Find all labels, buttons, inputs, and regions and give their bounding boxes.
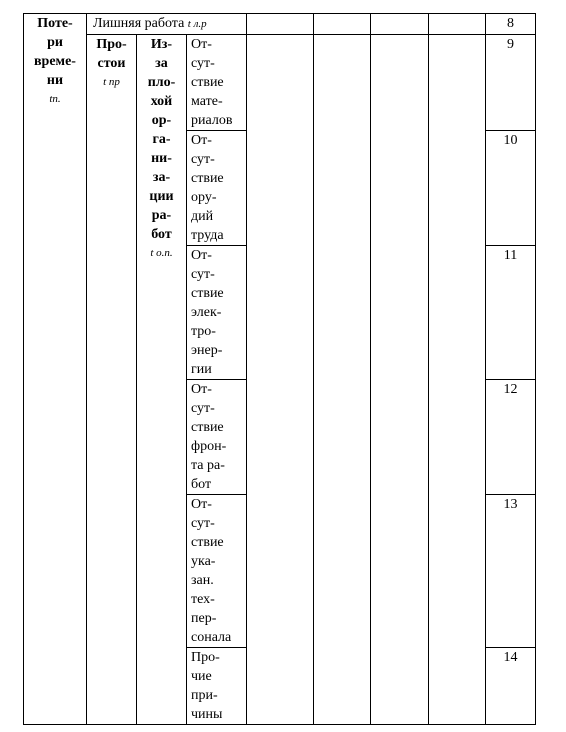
extra-work-symbol: t л.р [187, 18, 207, 30]
row-number: 11 [486, 246, 536, 380]
downtime-cell [87, 35, 137, 725]
reason-cell: От- сут- ствие мате- риалов [187, 35, 247, 131]
poor-organization-cell [137, 35, 187, 725]
empty-cell [247, 35, 314, 725]
reason-cell: От- сут- ствие элек- тро- энер- гии [187, 246, 247, 380]
time-losses-label: Поте- ри време- ни [34, 16, 76, 88]
poor-organization-symbol: t о.п. [150, 247, 173, 259]
row-number: 8 [486, 14, 536, 35]
row-number: 13 [486, 495, 536, 648]
row-number: 12 [486, 380, 536, 495]
reason-cell: От- сут- ствие фрон- та ра- бот [187, 380, 247, 495]
empty-cell [371, 14, 429, 35]
row-number: 9 [486, 35, 536, 131]
row-number: 14 [486, 648, 536, 725]
time-loss-table [23, 13, 536, 725]
empty-cell [371, 35, 429, 725]
reason-cell: От- сут- ствие ору- дий труда [187, 131, 247, 246]
table-row-reason [24, 35, 536, 131]
row-number: 10 [486, 131, 536, 246]
downtime-label: Про- стои [96, 37, 127, 71]
empty-cell [429, 14, 486, 35]
empty-cell [247, 14, 314, 35]
time-losses-header-cell [24, 14, 87, 725]
extra-work-cell [87, 14, 247, 35]
poor-organization-label: Из- за пло- хой ор- га- ни- за- ции ра- бот [147, 37, 176, 242]
time-losses-symbol: tп. [49, 93, 61, 105]
empty-cell [314, 35, 371, 725]
empty-cell [314, 14, 371, 35]
reason-cell: От- сут- ствие ука- зан. тех- пер- сонала [187, 495, 247, 648]
empty-cell [429, 35, 486, 725]
extra-work-label: Лишняя работа [93, 16, 185, 31]
reason-cell: Про- чие при- чины [187, 648, 247, 725]
table-row-extra-work [24, 14, 536, 35]
downtime-symbol: t пр [103, 76, 120, 88]
